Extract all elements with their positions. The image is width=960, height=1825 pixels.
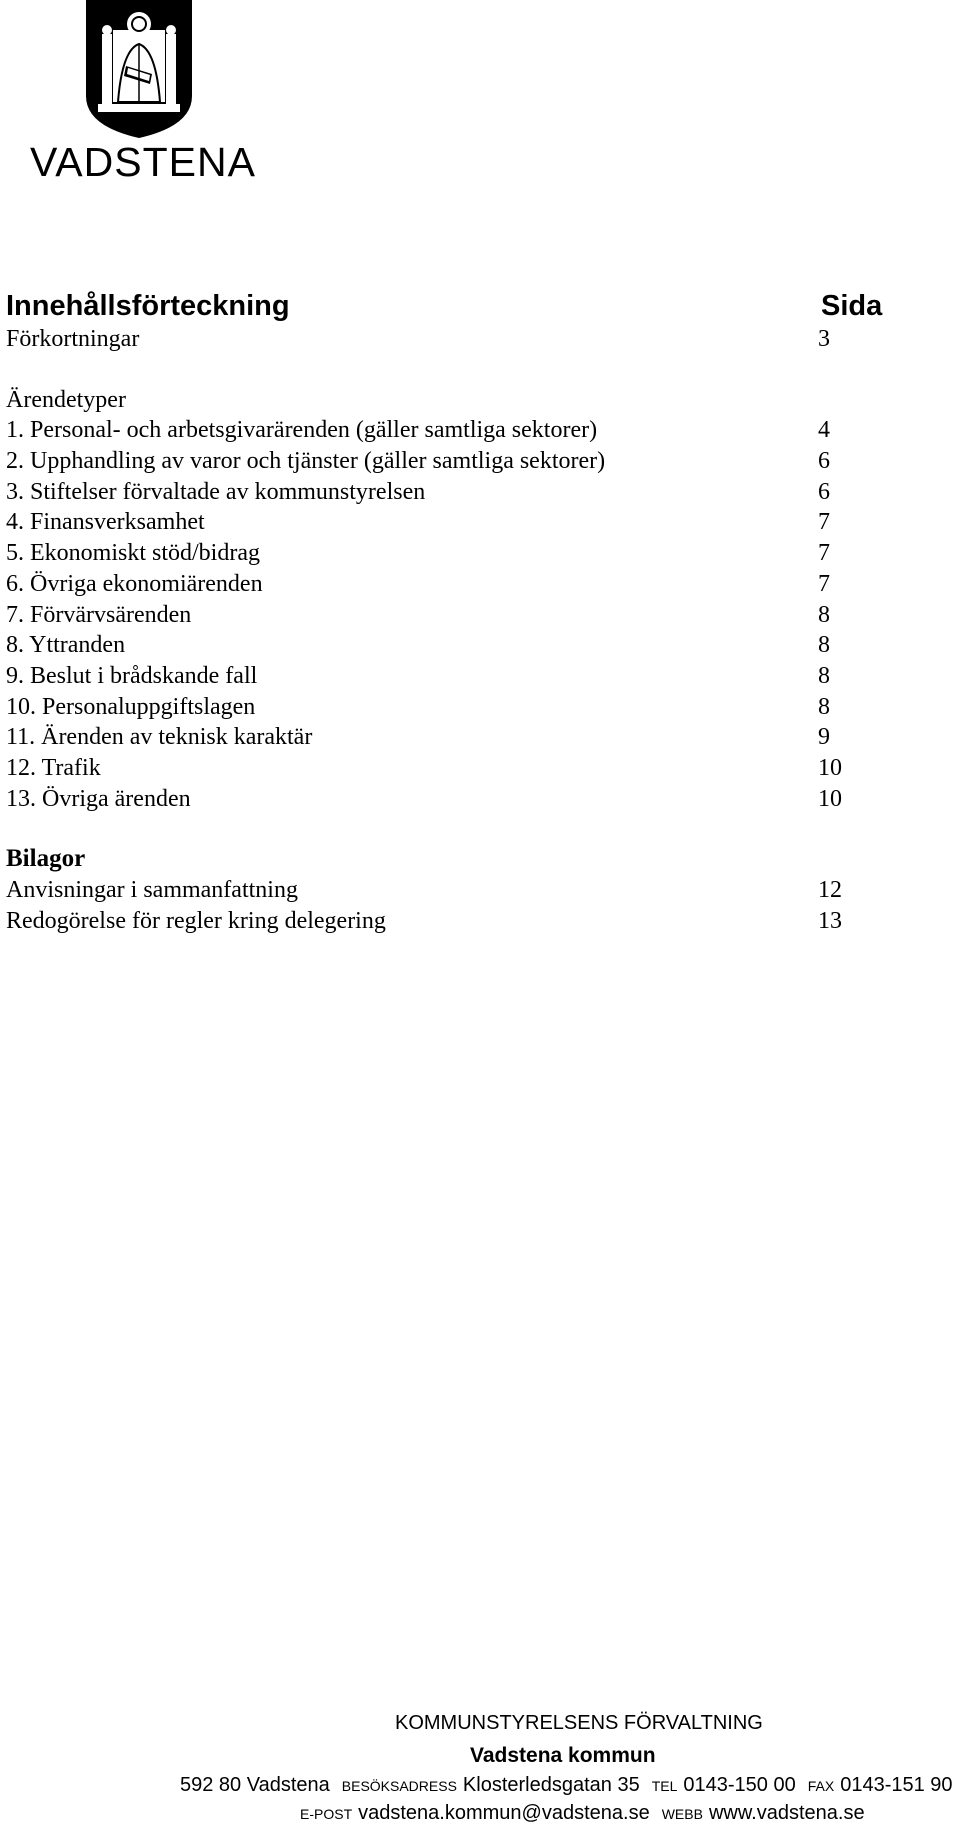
toc-heading-row xyxy=(6,288,896,324)
toc-entry-page: 3 xyxy=(818,326,830,352)
toc-entry xyxy=(6,784,896,815)
footer-tel-label: TEL xyxy=(651,1778,678,1794)
toc-entry-page: 6 xyxy=(818,448,830,475)
toc-entry-page: 10 xyxy=(818,754,842,781)
footer-department: KOMMUNSTYRELSENS FÖRVALTNING xyxy=(395,1712,763,1734)
footer-municipality: Vadstena kommun xyxy=(470,1744,656,1767)
toc-entry-title: Redogörelse för regler kring delegering xyxy=(6,907,386,934)
logo-wordmark: VADSTENA xyxy=(30,139,256,185)
toc-entry xyxy=(6,630,896,661)
footer-email[interactable]: vadstena.kommun@vadstena.se xyxy=(358,1802,650,1824)
page-column-heading: Sida xyxy=(821,290,883,322)
footer-website[interactable]: www.vadstena.se xyxy=(708,1802,865,1824)
appendix-heading-row xyxy=(6,844,896,875)
toc-entry xyxy=(6,569,896,600)
toc-entry-title: Förkortningar xyxy=(6,326,140,352)
toc-entry-title: 10. Personaluppgiftslagen xyxy=(6,693,256,720)
appendix-heading: Bilagor xyxy=(6,845,86,873)
toc-entry-page: 8 xyxy=(818,601,830,628)
footer-postal-address: 592 80 Vadstena xyxy=(180,1774,330,1796)
toc-entry-page: 4 xyxy=(818,417,830,444)
toc-entry xyxy=(6,507,896,538)
toc-entry-page: 9 xyxy=(818,724,830,751)
toc-entry-page: 12 xyxy=(818,877,842,903)
toc-entry-page: 8 xyxy=(818,662,830,689)
footer-fax-label: FAX xyxy=(807,1778,835,1794)
toc-entry-title: 8. Yttranden xyxy=(6,632,126,659)
toc-entry xyxy=(6,538,896,569)
footer-fax: 0143-151 90 xyxy=(840,1774,953,1796)
toc-entry-title: 5. Ekonomiskt stöd/bidrag xyxy=(6,540,260,567)
toc-entry-page: 8 xyxy=(818,693,830,720)
toc-entry xyxy=(6,324,896,355)
footer-visit-label: BESÖKSADRESS xyxy=(341,1778,457,1794)
toc-entry-title: Anvisningar i sammanfattning xyxy=(6,877,298,903)
toc-entry xyxy=(6,875,896,906)
toc-entry-title: 1. Personal- och arbetsgivarärenden (gäller samtliga sektorer) xyxy=(6,417,598,444)
toc-entry xyxy=(6,477,896,508)
toc-entry-page: 6 xyxy=(818,478,830,505)
toc-entry-title: 13. Övriga ärenden xyxy=(6,785,191,812)
toc-entry-title: 4. Finansverksamhet xyxy=(6,509,205,536)
toc-entry xyxy=(6,753,896,784)
toc-entry-page: 7 xyxy=(818,509,830,536)
toc-entry-page: 10 xyxy=(818,785,842,812)
coat-of-arms-icon xyxy=(30,0,250,140)
toc-entry xyxy=(6,722,896,753)
footer-address-line xyxy=(180,1774,953,1797)
toc-entry xyxy=(6,600,896,631)
footer-tel: 0143-150 00 xyxy=(683,1774,796,1796)
toc-entry xyxy=(6,661,896,692)
footer-visit-address: Klosterledsgatan 35 xyxy=(462,1774,640,1796)
toc-entry-title: 9. Beslut i brådskande fall xyxy=(6,662,258,689)
toc-entry-page: 7 xyxy=(818,540,830,567)
toc-entry-page: 7 xyxy=(818,570,830,597)
toc-entry-title: 12. Trafik xyxy=(6,754,101,781)
toc-entry xyxy=(6,906,896,937)
table-of-contents xyxy=(6,288,896,936)
toc-entry-title: 2. Upphandling av varor och tjänster (gäller samtliga sektorer) xyxy=(6,448,606,475)
toc-entry xyxy=(6,415,896,446)
toc-entry-title: 6. Övriga ekonomiärenden xyxy=(6,570,263,597)
vadstena-logo xyxy=(30,0,256,185)
toc-heading: Innehållsförteckning xyxy=(6,290,290,322)
footer-email-label: E-POST xyxy=(300,1806,353,1822)
toc-entry-page: 13 xyxy=(818,907,842,934)
toc-entry-title: 7. Förvärvsärenden xyxy=(6,601,192,628)
toc-group-label-row xyxy=(6,385,896,416)
footer-contact-line xyxy=(300,1802,865,1825)
toc-entry xyxy=(6,692,896,723)
toc-entry-title: 3. Stiftelser förvaltade av kommunstyrelsen xyxy=(6,478,426,505)
toc-entry xyxy=(6,446,896,477)
toc-group-label: Ärendetyper xyxy=(6,386,126,413)
toc-entry-title: 11. Ärenden av teknisk karaktär xyxy=(6,724,313,751)
footer-web-label: WEBB xyxy=(661,1806,703,1822)
toc-entry-page: 8 xyxy=(818,632,830,659)
